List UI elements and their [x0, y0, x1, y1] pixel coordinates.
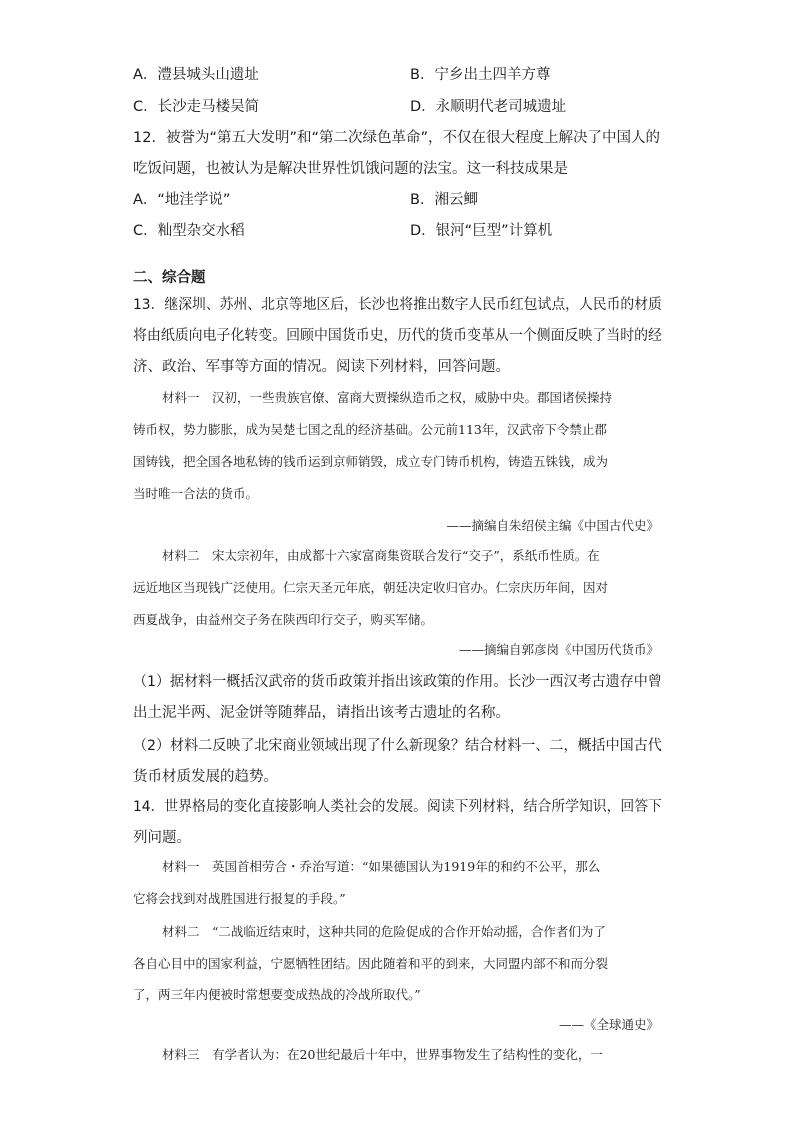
- q14-stem-line1: 14．世界格局的变化直接影响人类社会的发展。阅读下列材料，结合所学知识，回答下: [133, 799, 662, 815]
- q13-material2-source: ——摘编自郭彦岗《中国历代货币》: [458, 642, 659, 657]
- q12-option-d: D．银河“巨型”计算机: [410, 223, 553, 239]
- q11-option-a: A．澧县城头山遗址: [133, 67, 259, 83]
- q14-material2-line1: 材料二 “二战临近结束时，这种共同的危险促成的合作开始动摇，合作者们为了: [162, 924, 606, 939]
- q13-stem-line3: 济、政治、军事等方面的情况。阅读下列材料，回答问题。: [133, 359, 510, 375]
- q13-material1-line2: 铸币权，势力膨胀，成为吴楚七国之乱的经济基础。公元前113年，汉武帝下令禁止郡: [133, 422, 607, 437]
- q11-option-b: B．宁乡出土四羊方尊: [410, 67, 551, 83]
- q14-material1-line1: 材料一 英国首相劳合・乔治写道：“如果德国认为1919年的和约不公平，那么: [162, 859, 601, 874]
- q11-option-c: C．长沙走马楼吴简: [133, 99, 260, 115]
- q12-option-b: B．湘云鲫: [410, 192, 478, 208]
- q12-option-a: A．“地洼学说”: [133, 192, 231, 208]
- q13-stem-line2: 将由纸质向电子化转变。回顾中国货币史，历代的货币变革从一个侧面反映了当时的经: [133, 328, 662, 344]
- q14-material3-line1: 材料三 有学者认为：在20世纪最后十年中，世界事物发生了结构性的变化，一: [162, 1047, 603, 1062]
- q11-option-d: D．永顺明代老司城遗址: [410, 99, 567, 115]
- q13-sub1-line2: 出土泥半两、泥金饼等随葬品，请指出该考古遗址的名称。: [133, 705, 510, 721]
- q13-material1-line1: 材料一 汉初，一些贵族官僚、富商大贾操纵造币之权，威胁中央。郡国诸侯操持: [162, 390, 613, 405]
- q12-stem-line1: 12．被誉为“第五大发明”和“第二次绿色革命”，不仅在很大程度上解决了中国人的: [133, 130, 660, 146]
- q13-material1-source: ——摘编自朱绍侯主编《中国古代史》: [446, 518, 659, 533]
- q13-material2-line3: 西夏战争，由益州交子务在陕西印行交子，购买军储。: [133, 612, 434, 627]
- q12-option-c: C．籼型杂交水稻: [133, 223, 245, 239]
- q14-material1-line2: 它将会找到对战胜国进行报复的手段。”: [133, 891, 346, 906]
- q12-stem-line2: 吃饭问题，也被认为是解决世界性饥饿问题的法宝。这一科技成果是: [133, 161, 568, 177]
- q13-sub2-line2: 货币材质发展的趋势。: [133, 769, 278, 785]
- q13-material1-line3: 国铸钱，把全国各地私铸的钱币运到京师销毁，成立专门铸币机构，铸造五铢钱，成为: [133, 454, 609, 469]
- q14-material2-line3: 了，两三年内便被时常想要变成热战的冷战所取代。”: [133, 987, 421, 1002]
- section-heading: 二、综合题: [133, 270, 206, 286]
- q14-material2-source: ——《全球通史》: [558, 1017, 659, 1032]
- q13-material2-line2: 远近地区当现钱广泛使用。仁宗天圣元年底，朝廷决定收归官办。仁宗庆历年间，因对: [133, 580, 609, 595]
- q13-sub2-line1: （2）材料二反映了北宋商业领域出现了什么新现象？结合材料一、二，概括中国古代: [133, 738, 662, 754]
- q13-stem-line1: 13．继深圳、苏州、北京等地区后，长沙也将推出数字人民币红包试点，人民币的材质: [133, 297, 662, 313]
- q14-stem-line2: 列问题。: [133, 830, 191, 846]
- q14-material2-line2: 各自心目中的国家利益，宁愿牺牲团结。因此随着和平的到来，大同盟内部不和而分裂: [133, 956, 609, 971]
- q13-sub1-line1: （1）据材料一概括汉武帝的货币政策并指出该政策的作用。长沙一西汉考古遗存中曾: [133, 674, 662, 690]
- q13-material1-line4: 当时唯一合法的货币。: [133, 486, 259, 501]
- q13-material2-line1: 材料二 宋太宗初年，由成都十六家富商集资联合发行“交子”，系纸币性质。在: [162, 548, 600, 563]
